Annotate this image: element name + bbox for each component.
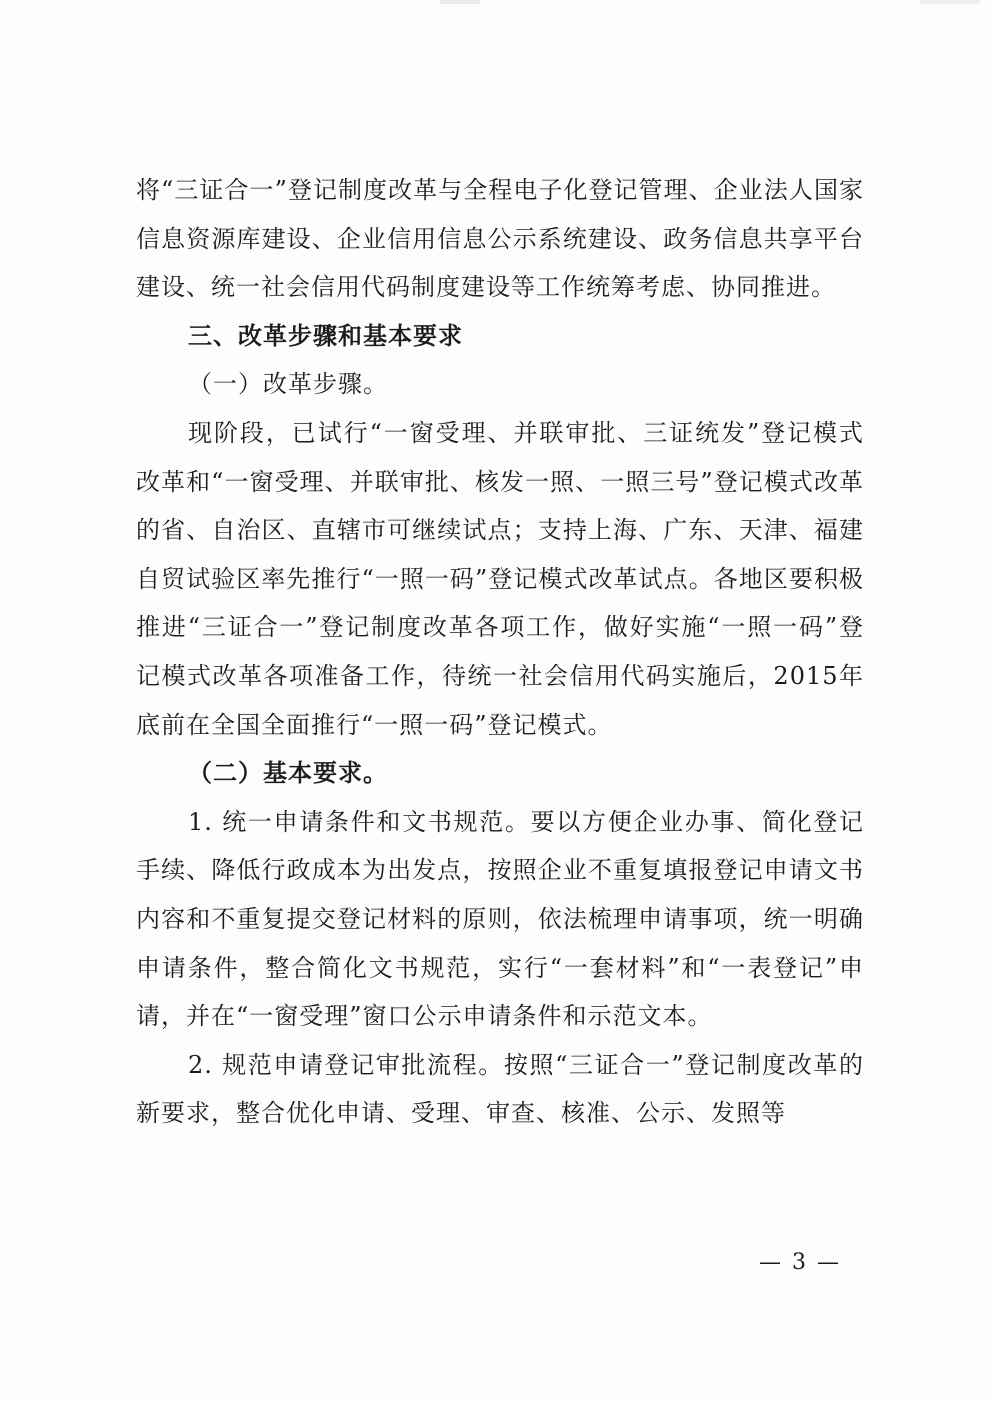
scan-artifact xyxy=(920,0,980,4)
document-body xyxy=(136,166,864,1138)
section-heading-three: 三、改革步骤和基本要求 xyxy=(188,321,463,350)
subheading-basic-requirements: （二）基本要求。 xyxy=(188,758,388,788)
page-number: — 3 — xyxy=(759,1250,841,1275)
subheading-reform-steps: （一）改革步骤。 xyxy=(188,370,388,399)
paragraph-requirement-2: 2. 规范申请登记审批流程。按照“三证合一”登记制度改革的新要求，整合优化申请、受理、审查、核准、公示、发照等 xyxy=(136,1050,864,1128)
paragraph-requirement-1: 1. 统一申请条件和文书规范。要以方便企业办事、简化登记手续、降低行政成本为出发点，按照企业不重复填报登记申请文书内容和不重复提交登记材料的原则，依法梳理申请事项，统一明确申请条件，整合简化文书规范，实行“一套材料”和“一表登记”申请，并在“一窗受理”窗口公示申请条件和示范文本。 xyxy=(136,807,864,1031)
scan-artifact xyxy=(440,0,480,4)
paragraph-continuation: 将“三证合一”登记制度改革与全程电子化登记管理、企业法人国家信息资源库建设、企业信用信息公示系统建设、政务信息共享平台建设、统一社会信用代码制度建设等工作统筹考虑、协同推进。 xyxy=(136,176,864,302)
paragraph-reform-steps: 现阶段，已试行“一窗受理、并联审批、三证统发”登记模式改革和“一窗受理、并联审批、核发一照、一照三号”登记模式改革的省、自治区、直辖市可继续试点；支持上海、广东、天津、福建自贸试验区率先推行“一照一码”登记模式改革试点。各地区要积极推进“三证合一”登记制度改革各项工作，做好实施“一照一码”登记模式改革各项准备工作，待统一社会信用代码实施后，2015年底前在全国全面推行“一照一码”登记模式。 xyxy=(136,418,864,739)
